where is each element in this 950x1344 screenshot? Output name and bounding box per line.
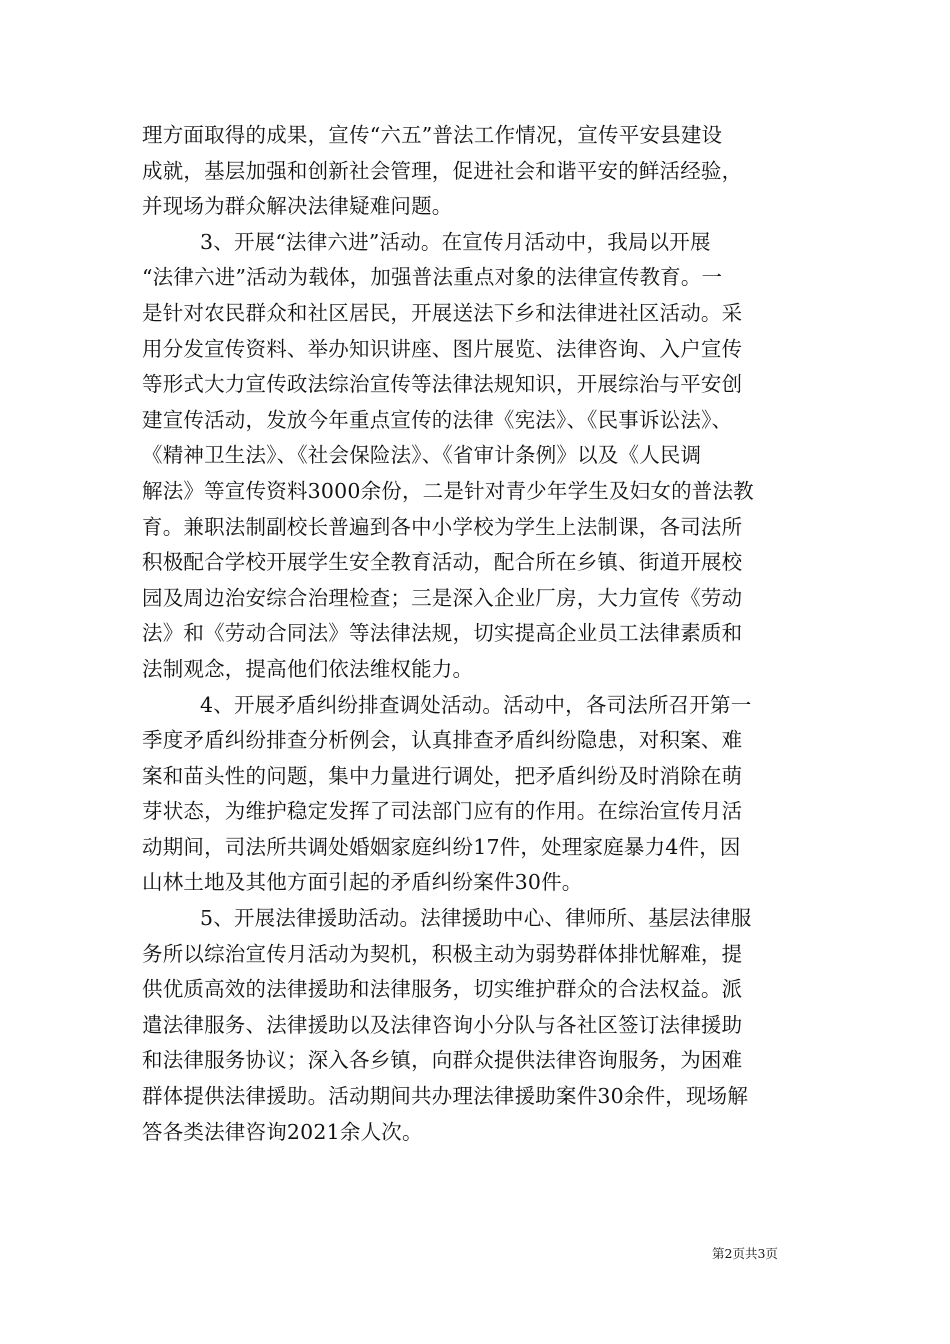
text-line: 务所以综治宣传月活动为契机，积极主动为弱势群体排忧解难，提: [142, 941, 743, 966]
text-line: 答各类法律咨询2021余人次。: [142, 1119, 423, 1144]
document-body: [142, 118, 812, 1150]
text-line: 建宣传活动，发放今年重点宣传的法律《宪法》、《民事诉讼法》、: [142, 407, 733, 432]
text-line: 季度矛盾纠纷排查分析例会，认真排查矛盾纠纷隐患，对积案、难: [142, 728, 743, 753]
text-line: 和法律服务协议；深入各乡镇，向群众提供法律咨询服务，为困难: [142, 1048, 743, 1073]
text-line: “法律六进”活动为载体，加强普法重点对象的法律宣传教育。一: [142, 265, 723, 290]
text-line: 理方面取得的成果，宣传“六五”普法工作情况，宣传平安县建设: [142, 123, 723, 147]
text-line: 供优质高效的法律援助和法律服务，切实维护群众的合法权益。派: [142, 977, 743, 1002]
text-line: 遣法律服务、法律援助以及法律咨询小分队与各社区签订法律援助: [142, 1012, 743, 1037]
text-line: 案和苗头性的问题，集中力量进行调处，把矛盾纠纷及时消除在萌: [142, 763, 743, 788]
text-line: 芽状态，为维护稳定发挥了司法部门应有的作用。在综治宣传月活: [142, 799, 743, 824]
text-line: 动期间，司法所共调处婚姻家庭纠纷17件，处理家庭暴力4件，因: [142, 834, 741, 859]
text-line: 山林土地及其他方面引起的矛盾纠纷案件30件。: [142, 870, 583, 895]
text-line: 解法》等宣传资料3000余份，二是针对青少年学生及妇女的普法教: [142, 478, 754, 503]
paragraph-start-5: 5、开展法律援助活动。法律援助中心、律师所、基层法律服: [200, 906, 752, 931]
text-line: 是针对农民群众和社区居民，开展送法下乡和法律进社区活动。采: [142, 300, 743, 325]
text-line: 法制观念，提高他们依法维权能力。: [142, 656, 474, 681]
text-line: 《精神卫生法》、《社会保险法》、《省审计条例》以及《人民调: [142, 443, 702, 468]
text-line: 并现场为群众解决法律疑难问题。: [142, 194, 453, 219]
text-line: 育。兼职法制副校长普遍到各中小学校为学生上法制课，各司法所: [142, 514, 743, 539]
paragraph-start-3: 3、开展“法律六进”活动。在宣传月活动中，我局以开展: [200, 229, 711, 254]
text-line: 成就，基层加强和创新社会管理，促进社会和谐平安的鲜活经验，: [142, 158, 743, 183]
paragraph-start-4: 4、开展矛盾纠纷排查调处活动。活动中，各司法所召开第一: [200, 692, 752, 717]
text-line: 群体提供法律援助。活动期间共办理法律援助案件30余件，现场解: [142, 1084, 749, 1109]
text-line: 用分发宣传资料、举办知识讲座、图片展览、法律咨询、入户宣传: [142, 336, 743, 361]
text-line: 园及周边治安综合治理检查；三是深入企业厂房，大力宣传《劳动: [142, 585, 743, 610]
text-line: 等形式大力宣传政法综治宣传等法律法规知识，开展综治与平安创: [142, 372, 743, 397]
text-line: 积极配合学校开展学生安全教育活动，配合所在乡镇、街道开展校: [142, 550, 743, 575]
page-number: 第2页共3页: [712, 1246, 778, 1261]
text-line: 法》和《劳动合同法》等法律法规，切实提高企业员工法律素质和: [142, 621, 743, 646]
